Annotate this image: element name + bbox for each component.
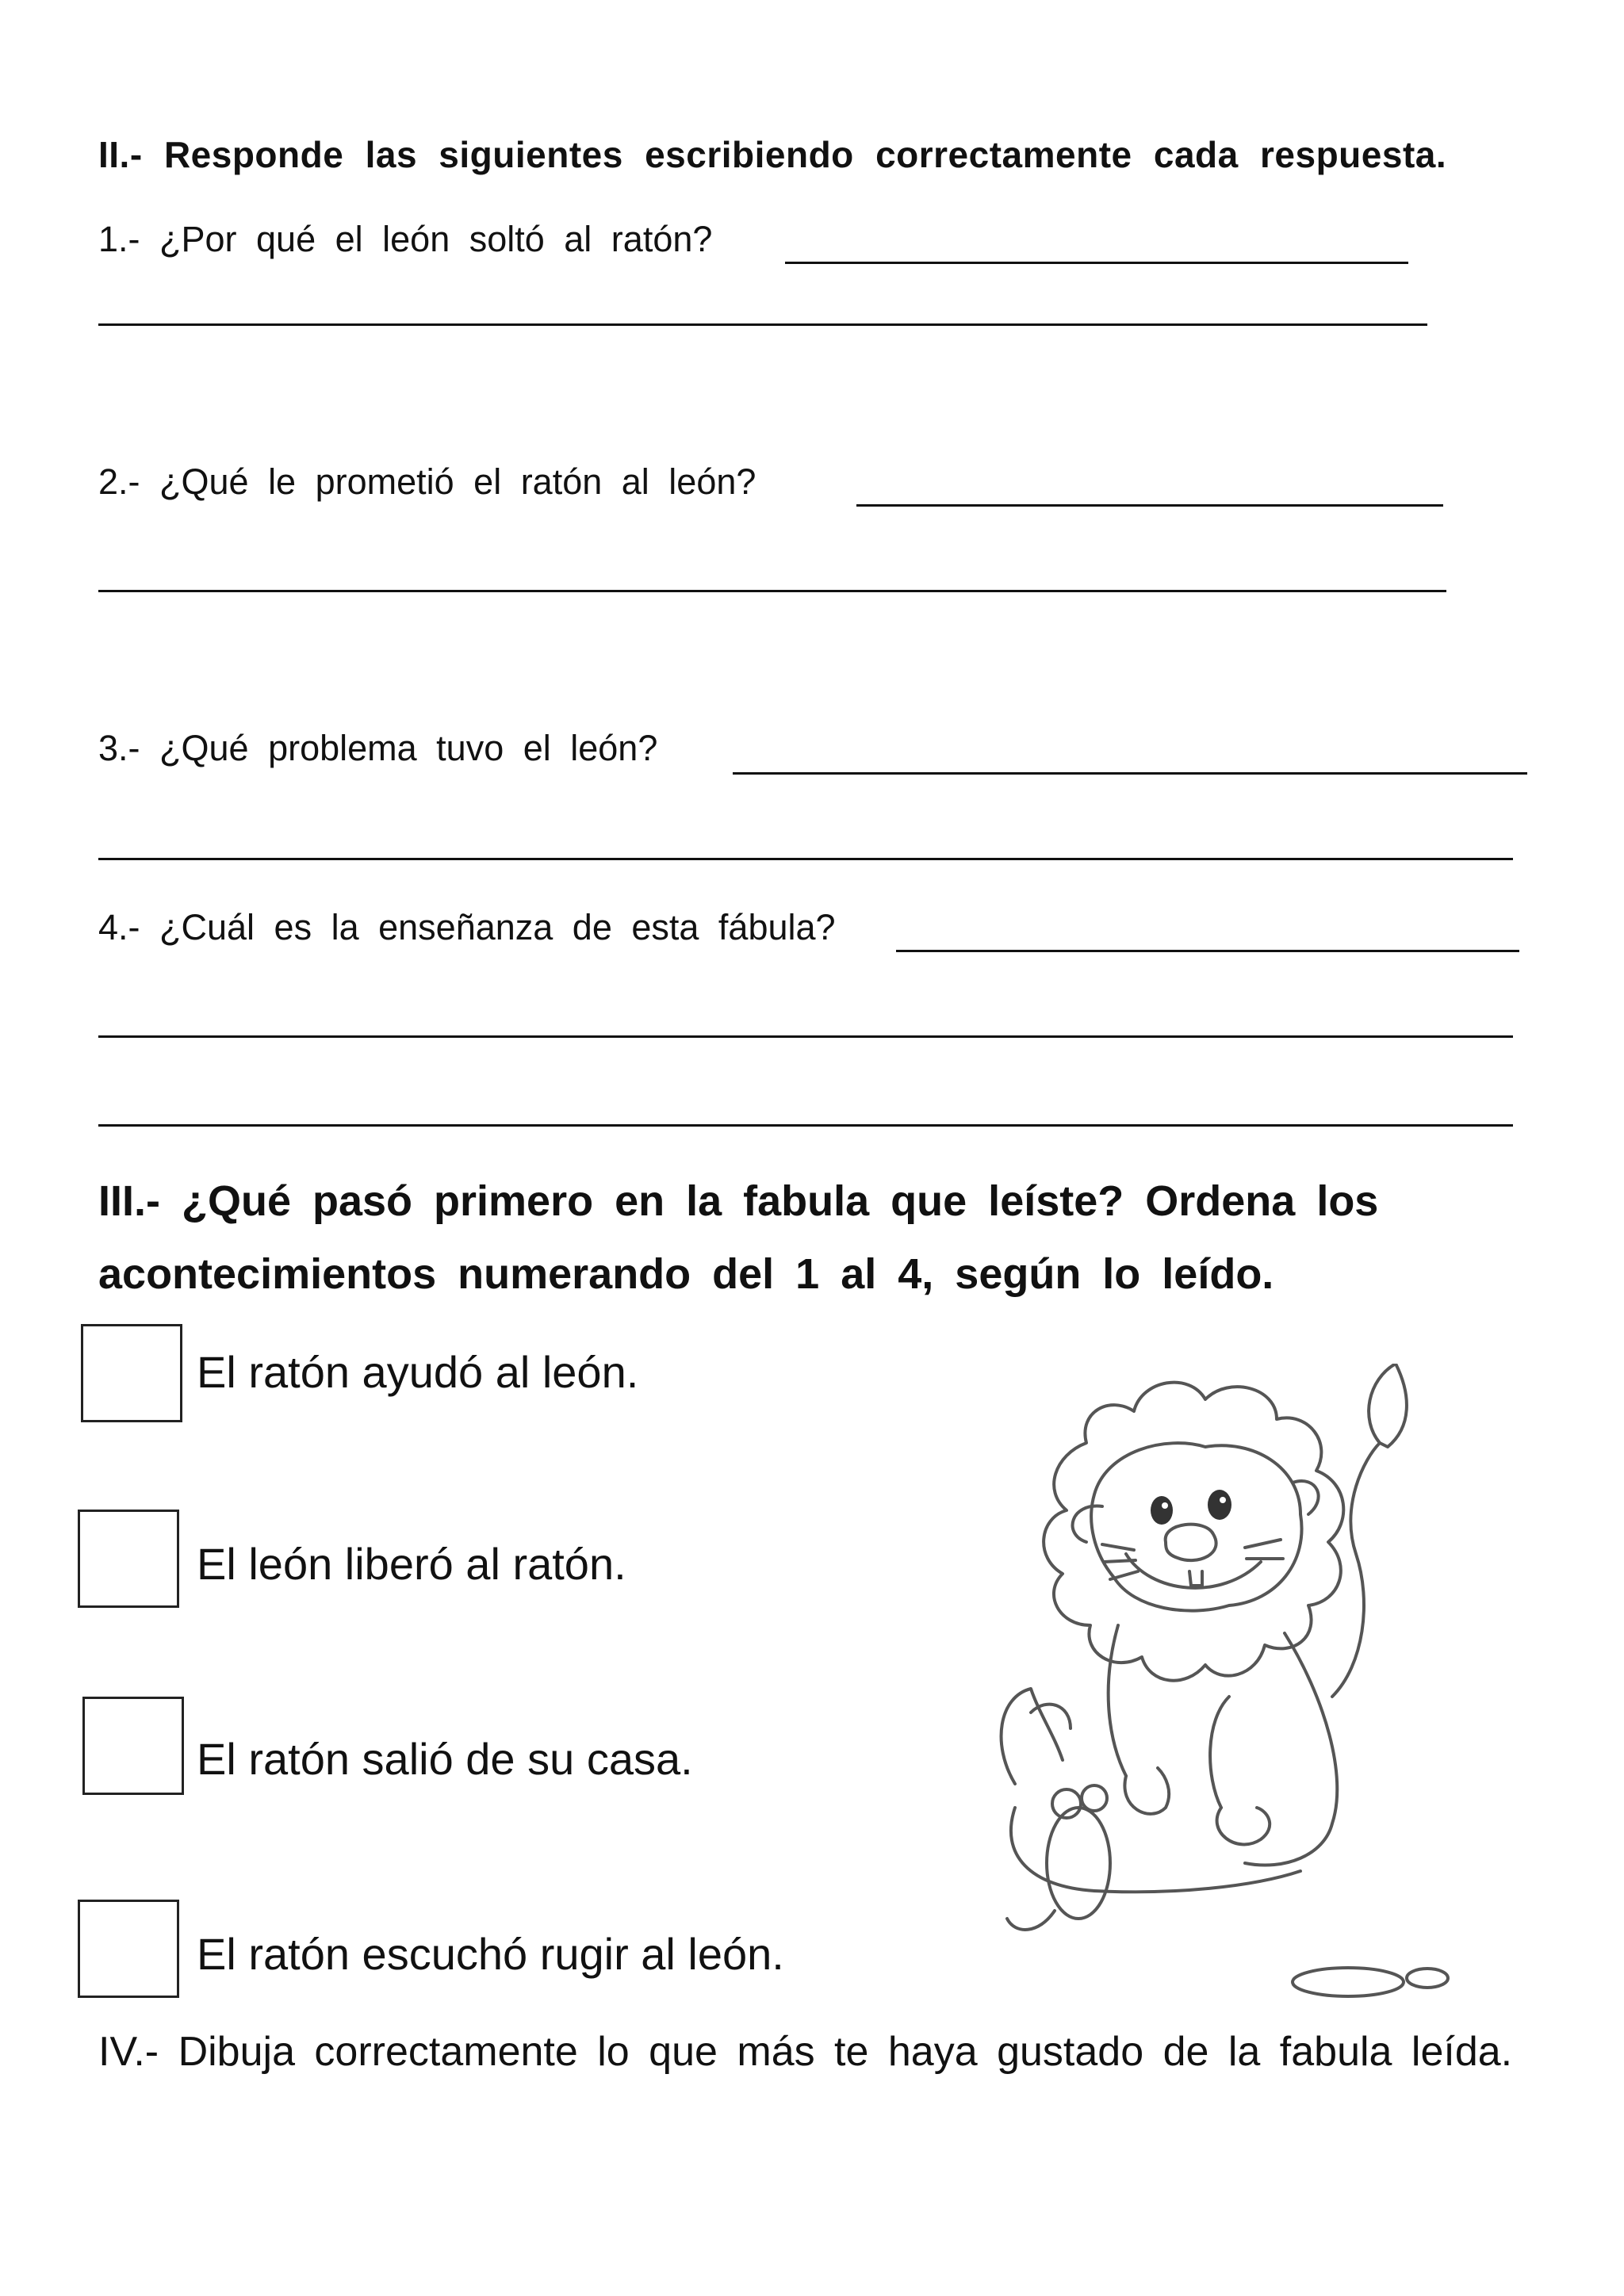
order-box-2[interactable]	[78, 1510, 179, 1608]
order-box-3[interactable]	[82, 1697, 184, 1795]
event-4: El ratón escuchó rugir al león.	[197, 1929, 784, 1979]
question-4: 4.- ¿Cuál es la enseñanza de esta fábula?	[98, 907, 836, 947]
answer-line-1a[interactable]	[785, 262, 1408, 264]
section-3-heading-line-1: III.- ¿Qué pasó primero en la fabula que leíste? Ordena los	[98, 1177, 1379, 1225]
question-2: 2.- ¿Qué le prometió el ratón al león?	[98, 461, 756, 502]
answer-line-4a[interactable]	[896, 950, 1519, 952]
section-2-heading: II.- Responde las siguientes escribiendo correctamente cada respuesta.	[98, 134, 1447, 175]
order-box-1[interactable]	[81, 1324, 182, 1422]
answer-line-2b[interactable]	[98, 590, 1446, 592]
section-3-heading-line-2: acontecimientos numerando del 1 al 4, según lo leído.	[98, 1250, 1274, 1298]
event-3: El ratón salió de su casa.	[197, 1734, 693, 1784]
answer-line-4c[interactable]	[98, 1124, 1513, 1127]
question-1: 1.- ¿Por qué el león soltó al ratón?	[98, 219, 713, 259]
answer-line-1b[interactable]	[98, 323, 1427, 326]
answer-line-2a[interactable]	[856, 504, 1443, 507]
order-box-4[interactable]	[78, 1900, 179, 1998]
section-4-heading: IV.- Dibuja correctamente lo que más te haya gustado de la fabula leída.	[98, 2029, 1513, 2075]
question-3: 3.- ¿Qué problema tuvo el león?	[98, 728, 658, 768]
event-2: El león liberó al ratón.	[197, 1539, 626, 1589]
answer-line-3b[interactable]	[98, 858, 1513, 860]
answer-line-4b[interactable]	[98, 1035, 1513, 1038]
event-1: El ratón ayudó al león.	[197, 1347, 639, 1397]
answer-line-3a[interactable]	[733, 772, 1527, 775]
lion-and-mouse-illustration-icon	[967, 1364, 1459, 2014]
